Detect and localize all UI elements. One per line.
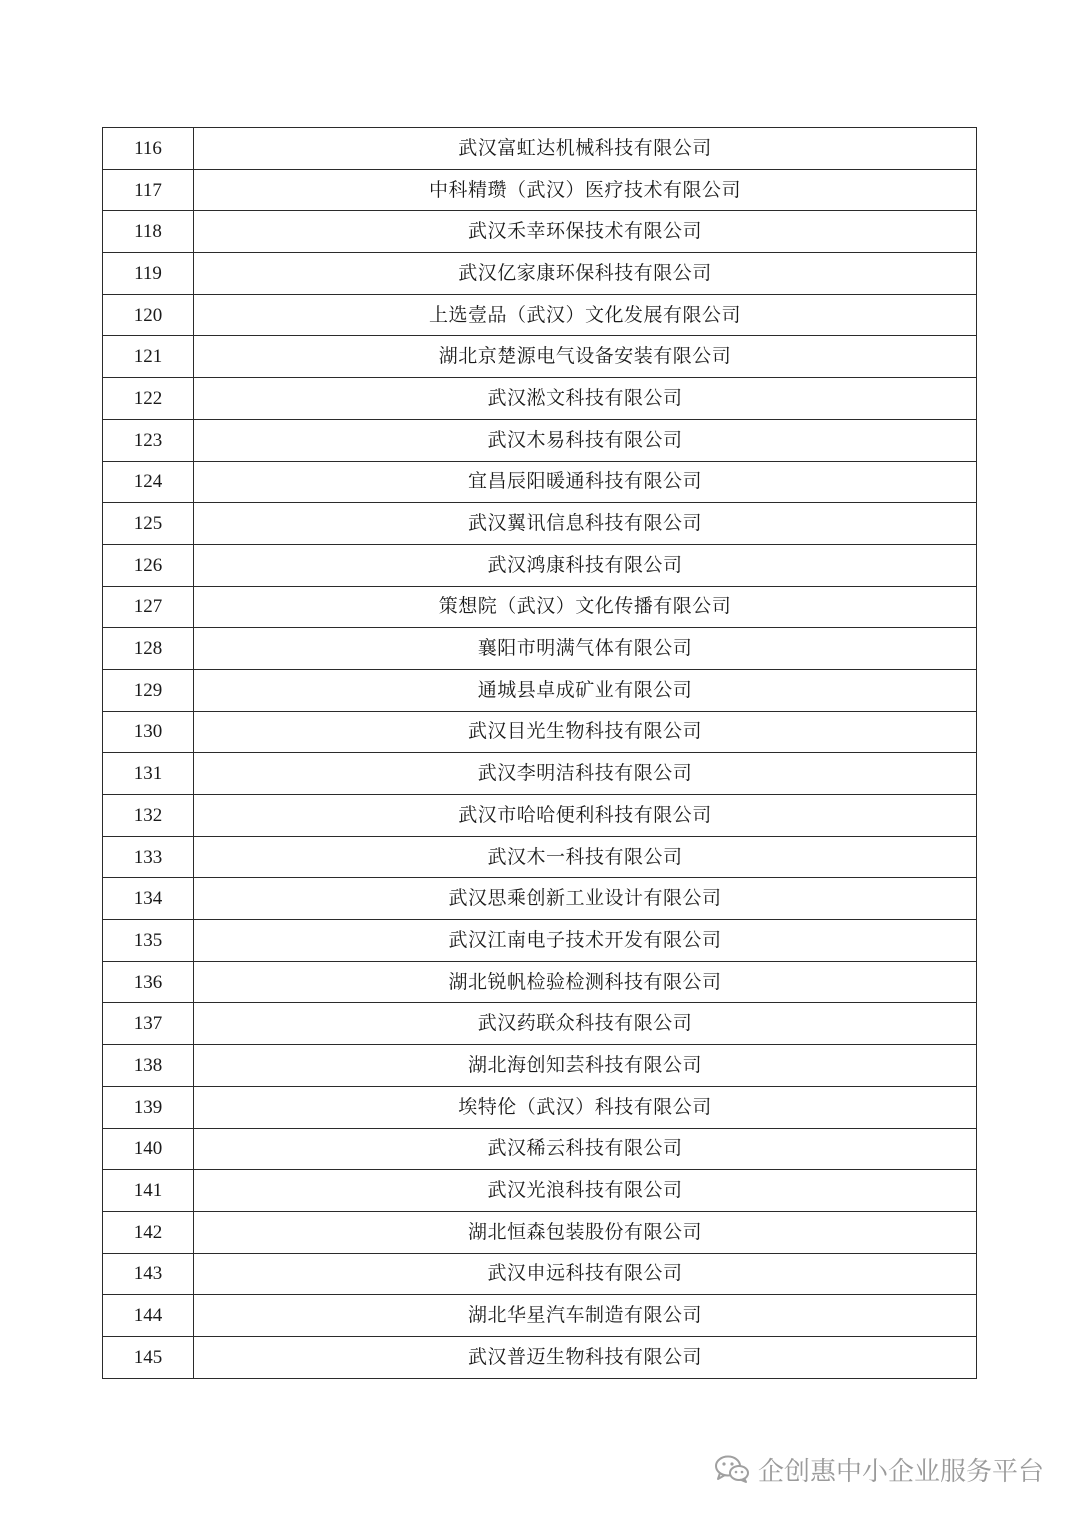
table-row — [103, 1170, 977, 1212]
row-number: 132 — [103, 795, 194, 837]
row-number: 142 — [103, 1211, 194, 1253]
company-name: 湖北恒森包装股份有限公司 — [194, 1211, 977, 1253]
table-row — [103, 961, 977, 1003]
company-list-table — [102, 127, 977, 1379]
company-name: 湖北海创知芸科技有限公司 — [194, 1045, 977, 1087]
company-name: 武汉市哈哈便利科技有限公司 — [194, 795, 977, 837]
row-number: 117 — [103, 169, 194, 211]
company-name: 武汉李明洁科技有限公司 — [194, 753, 977, 795]
company-name: 武汉江南电子技术开发有限公司 — [194, 920, 977, 962]
table-row — [103, 920, 977, 962]
row-number: 145 — [103, 1336, 194, 1378]
table-row — [103, 419, 977, 461]
table-row — [103, 878, 977, 920]
table-row — [103, 503, 977, 545]
row-number: 134 — [103, 878, 194, 920]
company-name: 武汉翼讯信息科技有限公司 — [194, 503, 977, 545]
company-name: 湖北华星汽车制造有限公司 — [194, 1295, 977, 1337]
table-row — [103, 753, 977, 795]
company-list-body — [103, 128, 977, 1379]
watermark-text: 企创惠中小企业服务平台 — [757, 1456, 1044, 1487]
row-number: 136 — [103, 961, 194, 1003]
table-row — [103, 1336, 977, 1378]
company-name: 襄阳市明满气体有限公司 — [194, 628, 977, 670]
company-name: 武汉木一科技有限公司 — [194, 836, 977, 878]
row-number: 135 — [103, 920, 194, 962]
company-name: 武汉木易科技有限公司 — [194, 419, 977, 461]
table-row — [103, 1045, 977, 1087]
company-name: 埃特伦（武汉）科技有限公司 — [194, 1086, 977, 1128]
table-row — [103, 544, 977, 586]
row-number: 121 — [103, 336, 194, 378]
company-name: 湖北锐帆检验检测科技有限公司 — [194, 961, 977, 1003]
company-name: 武汉目光生物科技有限公司 — [194, 711, 977, 753]
row-number: 126 — [103, 544, 194, 586]
row-number: 137 — [103, 1003, 194, 1045]
table-row — [103, 836, 977, 878]
row-number: 127 — [103, 586, 194, 628]
table-row — [103, 669, 977, 711]
row-number: 129 — [103, 669, 194, 711]
company-name: 武汉淞文科技有限公司 — [194, 378, 977, 420]
company-name: 通城县卓成矿业有限公司 — [194, 669, 977, 711]
company-name: 武汉富虹达机械科技有限公司 — [194, 128, 977, 170]
company-name: 武汉思乘创新工业设计有限公司 — [194, 878, 977, 920]
row-number: 143 — [103, 1253, 194, 1295]
table-row — [103, 1295, 977, 1337]
table-row — [103, 1128, 977, 1170]
company-name: 武汉光浪科技有限公司 — [194, 1170, 977, 1212]
row-number: 130 — [103, 711, 194, 753]
row-number: 140 — [103, 1128, 194, 1170]
table-row — [103, 461, 977, 503]
table-row — [103, 1211, 977, 1253]
company-name: 武汉稀云科技有限公司 — [194, 1128, 977, 1170]
table-row — [103, 253, 977, 295]
company-name: 湖北京楚源电气设备安装有限公司 — [194, 336, 977, 378]
company-name: 武汉药联众科技有限公司 — [194, 1003, 977, 1045]
company-name: 宜昌辰阳暖通科技有限公司 — [194, 461, 977, 503]
table-row — [103, 795, 977, 837]
wechat-icon — [714, 1454, 750, 1484]
table-row — [103, 586, 977, 628]
company-name: 武汉禾幸环保技术有限公司 — [194, 211, 977, 253]
company-name: 策想院（武汉）文化传播有限公司 — [194, 586, 977, 628]
table-row — [103, 169, 977, 211]
table-row — [103, 211, 977, 253]
row-number: 125 — [103, 503, 194, 545]
table-row — [103, 128, 977, 170]
row-number: 131 — [103, 753, 194, 795]
company-name: 武汉鸿康科技有限公司 — [194, 544, 977, 586]
company-name: 上选壹品（武汉）文化发展有限公司 — [194, 294, 977, 336]
company-name: 武汉亿家康环保科技有限公司 — [194, 253, 977, 295]
row-number: 144 — [103, 1295, 194, 1337]
table-row — [103, 294, 977, 336]
row-number: 139 — [103, 1086, 194, 1128]
table-row — [103, 1086, 977, 1128]
row-number: 119 — [103, 253, 194, 295]
company-name: 武汉普迈生物科技有限公司 — [194, 1336, 977, 1378]
row-number: 116 — [103, 128, 194, 170]
row-number: 120 — [103, 294, 194, 336]
row-number: 124 — [103, 461, 194, 503]
row-number: 123 — [103, 419, 194, 461]
company-name: 武汉申远科技有限公司 — [194, 1253, 977, 1295]
row-number: 133 — [103, 836, 194, 878]
watermark — [714, 1451, 1044, 1487]
table-row — [103, 378, 977, 420]
table-row — [103, 628, 977, 670]
table-row — [103, 336, 977, 378]
row-number: 128 — [103, 628, 194, 670]
table-row — [103, 1003, 977, 1045]
company-name: 中科精瓒（武汉）医疗技术有限公司 — [194, 169, 977, 211]
row-number: 138 — [103, 1045, 194, 1087]
row-number: 118 — [103, 211, 194, 253]
row-number: 141 — [103, 1170, 194, 1212]
table-row — [103, 711, 977, 753]
row-number: 122 — [103, 378, 194, 420]
table-row — [103, 1253, 977, 1295]
